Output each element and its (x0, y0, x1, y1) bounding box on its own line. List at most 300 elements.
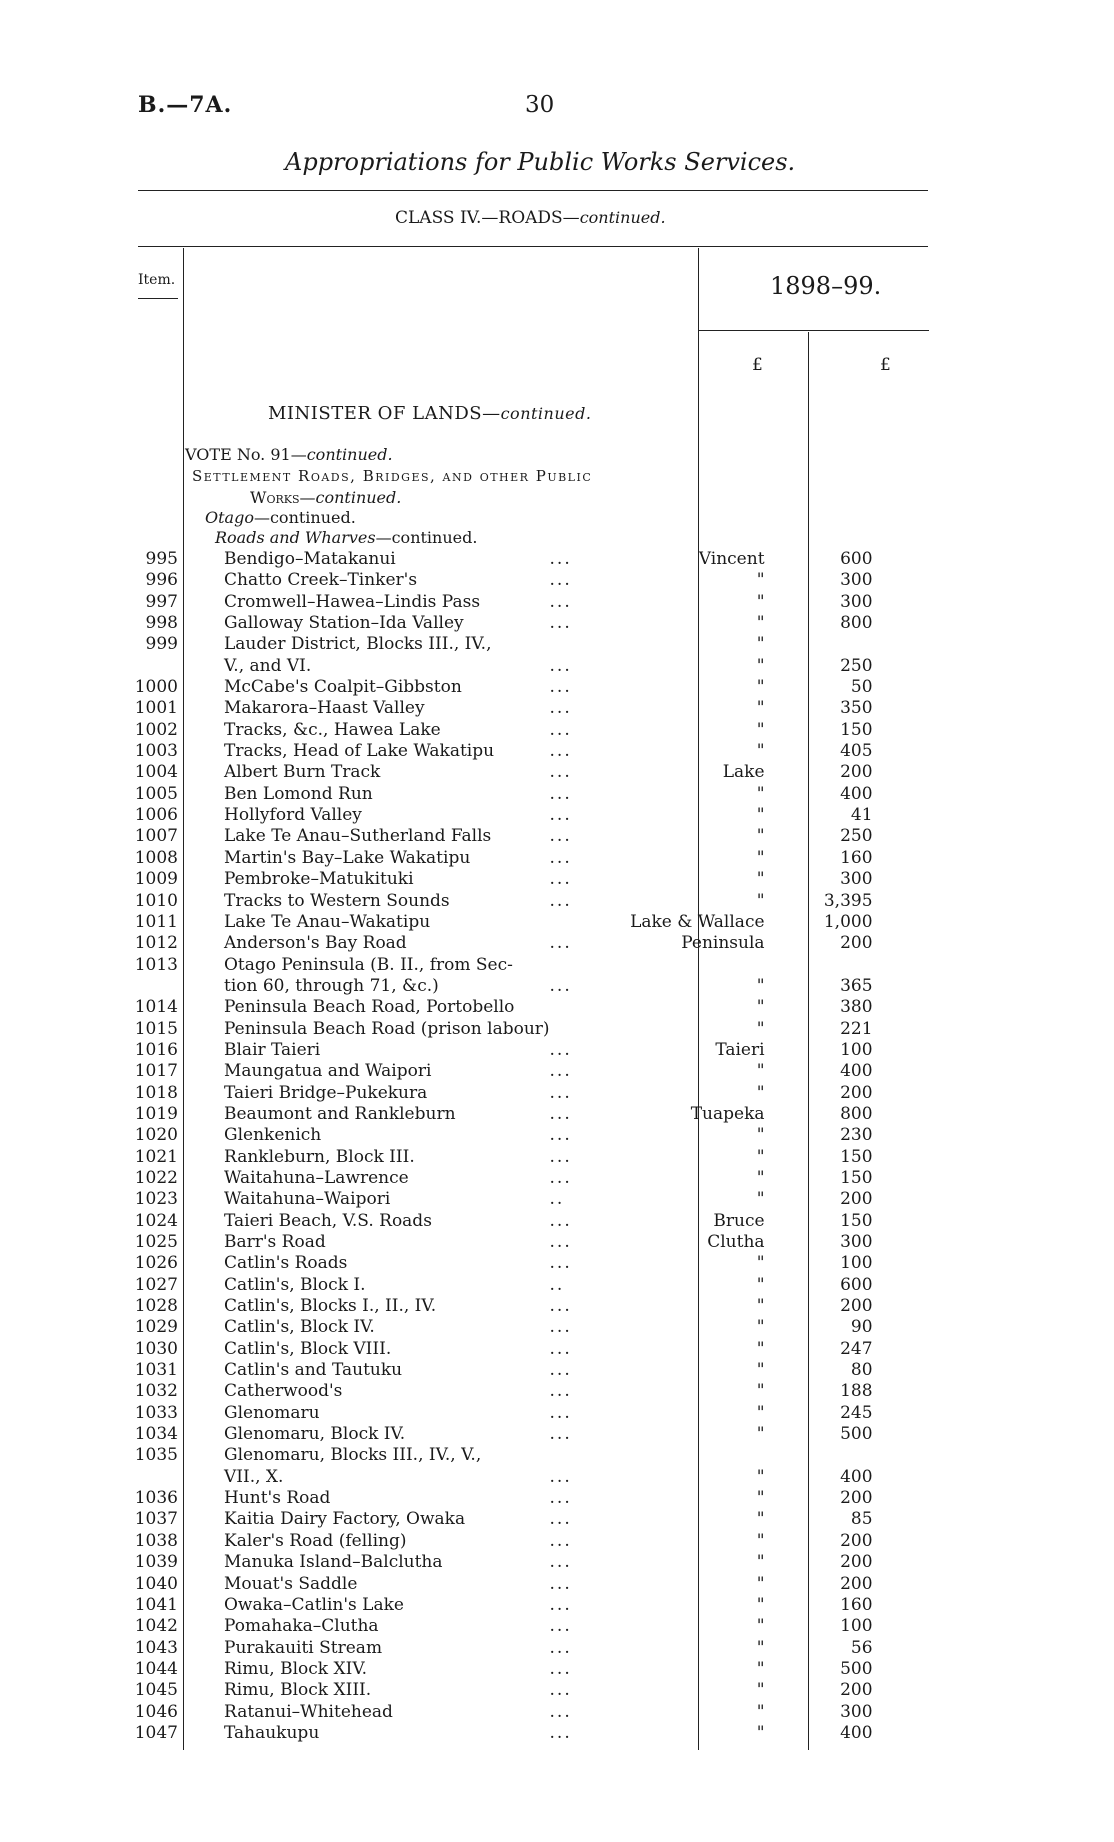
appropriations-table-body (0, 549, 873, 1744)
district-name: " (756, 1146, 765, 1167)
table-row (0, 1040, 873, 1061)
item-number: 1009 (134, 869, 178, 890)
settlement-heading-line1: Settlement Roads, Bridges, and other Public (192, 467, 593, 485)
item-description: Waitahuna–Waipori (224, 1189, 391, 1210)
item-description: Chatto Creek–Tinker's (224, 570, 418, 591)
district-name: " (756, 1594, 765, 1615)
item-number: 997 (145, 591, 178, 612)
item-number: 1014 (134, 997, 178, 1018)
item-description: V., and VI. (224, 655, 312, 676)
item-description: Ben Lomond Run (224, 783, 373, 804)
item-number: 1038 (134, 1530, 178, 1551)
amount-value: 365 (840, 975, 873, 996)
table-row (0, 1339, 873, 1360)
amount-value: 200 (840, 933, 873, 954)
leader-dots: ... (549, 1167, 572, 1188)
item-number: 1007 (134, 826, 178, 847)
table-row (0, 1083, 873, 1104)
table-row (0, 1317, 873, 1338)
table-row (0, 912, 873, 933)
leader-dots: ... (549, 698, 572, 719)
leader-dots: ... (549, 1616, 572, 1637)
item-number: 1029 (134, 1317, 178, 1338)
item-description: Catlin's, Block IV. (224, 1317, 375, 1338)
item-number: 1031 (134, 1360, 178, 1381)
district-name: " (756, 1167, 765, 1188)
district-name: Lake (722, 762, 765, 783)
table-row (0, 869, 873, 890)
year-header-rule (699, 330, 929, 331)
item-description: Catherwood's (224, 1381, 343, 1402)
item-description: Maungatua and Waipori (224, 1061, 432, 1082)
item-description: Owaka–Catlin's Lake (224, 1594, 404, 1615)
leader-dots: ... (549, 613, 572, 634)
district-name (615, 1445, 773, 1466)
leader-dots (550, 912, 615, 933)
district-name: Taieri (715, 1039, 765, 1060)
item-number: 996 (145, 570, 178, 591)
item-number: 1033 (134, 1402, 178, 1423)
district-name: Clutha (707, 1232, 765, 1252)
leader-dots: ... (549, 549, 572, 569)
leader-dots: ... (549, 655, 572, 676)
amount-value: 250 (840, 655, 873, 676)
pound-sign-col2: £ (880, 355, 891, 375)
item-description: Tahaukupu (224, 1722, 320, 1743)
item-number (0, 1467, 184, 1488)
table-row (0, 1552, 873, 1573)
leader-dots: ... (549, 1637, 572, 1658)
amount-value: 100 (840, 1616, 873, 1637)
district-name: " (756, 655, 765, 676)
item-description: Ratanui–Whitehead (224, 1701, 393, 1722)
title-rule (138, 190, 928, 191)
item-description: Kaler's Road (felling) (224, 1530, 407, 1551)
item-number: 1042 (134, 1616, 178, 1637)
amount-value: 150 (840, 1146, 873, 1167)
leader-dots: ... (549, 1424, 572, 1445)
leader-dots: ... (549, 783, 572, 804)
district-name: " (756, 1701, 765, 1722)
item-description: Catlin's, Block VIII. (224, 1338, 392, 1359)
amount-value (773, 955, 873, 976)
table-row (0, 1125, 873, 1146)
amount-value: 300 (840, 869, 873, 890)
district-name: " (756, 1616, 765, 1637)
amount-value: 1,000 (823, 911, 873, 932)
item-description: Rimu, Block XIV. (224, 1658, 368, 1679)
table-row (0, 976, 873, 997)
table-row (0, 1680, 873, 1701)
leader-dots: ... (549, 1061, 572, 1082)
pound-sign-col1: £ (752, 355, 763, 375)
leader-dots: ... (549, 1232, 572, 1252)
district-name (615, 955, 773, 976)
document-reference: B.—7A. (138, 92, 233, 118)
item-number: 1039 (134, 1552, 178, 1573)
item-number: 1011 (134, 911, 178, 932)
leader-dots: ... (549, 1039, 572, 1060)
district-name: " (756, 1530, 765, 1551)
amount-value: 200 (840, 1680, 873, 1701)
minister-heading (268, 403, 591, 424)
amount-value: 3,395 (823, 890, 873, 911)
appropriations-table (0, 549, 873, 1744)
district-name: " (756, 890, 765, 911)
leader-dots: ... (549, 1680, 572, 1701)
amount-value: 350 (840, 698, 873, 719)
item-description: Lauder District, Blocks III., IV., (224, 634, 492, 655)
district-name: Bruce (713, 1210, 765, 1231)
table-row (0, 549, 873, 570)
leader-dots: ... (549, 1658, 572, 1679)
item-number: 1018 (134, 1082, 178, 1103)
amount-value: 221 (840, 1018, 873, 1039)
district-name: " (756, 1402, 765, 1423)
item-number: 1006 (134, 805, 178, 826)
item-number (0, 976, 184, 997)
item-number: 1045 (134, 1680, 178, 1701)
district-name: " (756, 1722, 765, 1743)
table-row (0, 1168, 873, 1189)
amount-value: 200 (840, 1296, 873, 1317)
item-number: 1004 (134, 762, 178, 783)
subsection-name: Roads and Wharves (215, 528, 376, 547)
item-number: 1015 (134, 1018, 178, 1039)
table-row (0, 677, 873, 698)
leader-dots (550, 1019, 615, 1040)
amount-value (773, 634, 873, 655)
table-row (0, 1019, 873, 1040)
table-row (0, 1488, 873, 1509)
table-row (0, 1638, 873, 1659)
class-title-continued: continued. (579, 208, 666, 227)
table-row (0, 1211, 873, 1232)
amount-value: 247 (840, 1338, 873, 1359)
item-description: Glenomaru, Blocks III., IV., V., (224, 1445, 482, 1466)
leader-dots: ... (549, 741, 572, 762)
table-row (0, 1702, 873, 1723)
leader-dots: ... (549, 1338, 572, 1359)
item-number (0, 656, 184, 677)
amount-value: 250 (840, 826, 873, 847)
amount-value: 160 (840, 1594, 873, 1615)
leader-dots: ... (549, 805, 572, 826)
leader-dots: ... (549, 1402, 572, 1423)
leader-dots: ... (549, 762, 572, 783)
table-row (0, 741, 873, 762)
amount-value: 400 (840, 783, 873, 804)
district-name: " (756, 1424, 765, 1445)
leader-dots: ... (549, 1296, 572, 1317)
item-number: 1036 (134, 1488, 178, 1509)
leader-dots: ... (549, 933, 572, 954)
leader-dots: ... (549, 1103, 572, 1124)
table-row (0, 1061, 873, 1082)
table-row (0, 784, 873, 805)
leader-dots: .. (549, 1189, 565, 1210)
item-number: 1024 (134, 1210, 178, 1231)
region-name: Otago (205, 508, 254, 527)
table-row (0, 1509, 873, 1530)
table-row (0, 1104, 873, 1125)
item-description: VII., X. (224, 1466, 284, 1487)
table-row (0, 1381, 873, 1402)
item-description: Catlin's Roads (224, 1253, 348, 1274)
district-name: " (756, 1509, 765, 1530)
leader-dots: ... (549, 1488, 572, 1509)
amount-value: 100 (840, 1253, 873, 1274)
item-number: 1028 (134, 1296, 178, 1317)
amount-value: 100 (840, 1039, 873, 1060)
amount-value: 200 (840, 1552, 873, 1573)
district-name: " (756, 1552, 765, 1573)
leader-dots (550, 955, 615, 976)
item-number: 1002 (134, 719, 178, 740)
table-row (0, 698, 873, 719)
district-name: " (756, 1317, 765, 1338)
table-row (0, 1467, 873, 1488)
table-row (0, 592, 873, 613)
item-number: 1026 (134, 1253, 178, 1274)
item-number: 1017 (134, 1061, 178, 1082)
item-description: Pomahaka–Clutha (224, 1616, 379, 1637)
item-number: 1035 (134, 1445, 178, 1466)
amount-value: 150 (840, 1210, 873, 1231)
item-number: 1021 (134, 1146, 178, 1167)
amount-value: 400 (840, 1061, 873, 1082)
item-description: Mouat's Saddle (224, 1573, 358, 1594)
item-number: 1047 (134, 1722, 178, 1743)
item-description: Bendigo–Matakanui (224, 549, 396, 569)
district-name: " (756, 1573, 765, 1594)
amount-value: 188 (840, 1381, 873, 1402)
amount-value: 245 (840, 1402, 873, 1423)
leader-dots (550, 634, 615, 655)
item-column-header: Item. (138, 272, 176, 288)
item-description: Rankleburn, Block III. (224, 1146, 415, 1167)
table-row (0, 1531, 873, 1552)
amount-value: 300 (840, 1701, 873, 1722)
vote-number: VOTE No. 91— (185, 445, 307, 464)
district-name: " (756, 719, 765, 740)
district-name: " (756, 591, 765, 612)
item-number: 1032 (134, 1381, 178, 1402)
district-name: " (756, 1296, 765, 1317)
amount-value: 405 (840, 741, 873, 762)
page-title: Appropriations for Public Works Services. (285, 148, 796, 176)
leader-dots: ... (549, 847, 572, 868)
item-number: 1010 (134, 890, 178, 911)
item-description: Cromwell–Hawea–Lindis Pass (224, 591, 481, 612)
leader-dots: ... (549, 1082, 572, 1103)
item-description: Catlin's and Tautuku (224, 1360, 403, 1381)
item-number: 1003 (134, 741, 178, 762)
table-row (0, 997, 873, 1018)
leader-dots (550, 1445, 615, 1466)
item-description: Lake Te Anau–Wakatipu (224, 911, 431, 932)
leader-dots: ... (549, 975, 572, 996)
district-name: Tuapeka (690, 1103, 765, 1124)
table-row (0, 1403, 873, 1424)
district-name: " (756, 1125, 765, 1146)
amount-value (773, 1445, 873, 1466)
item-number: 1023 (134, 1189, 178, 1210)
table-row (0, 826, 873, 847)
item-description: McCabe's Coalpit–Gibbston (224, 677, 462, 698)
district-name: " (756, 1637, 765, 1658)
leader-dots: ... (549, 591, 572, 612)
leader-dots: ... (549, 1552, 572, 1573)
table-row (0, 1574, 873, 1595)
item-description: Beaumont and Rankleburn (224, 1103, 456, 1124)
district-name: " (756, 1658, 765, 1679)
works-continued: continued. (315, 488, 402, 507)
item-description: Makarora–Haast Valley (224, 698, 425, 719)
item-number: 995 (145, 549, 178, 569)
item-description: Glenomaru, Block IV. (224, 1424, 406, 1445)
district-name: " (756, 1466, 765, 1487)
leader-dots: ... (549, 1530, 572, 1551)
item-description: Tracks, &c., Hawea Lake (224, 719, 441, 740)
item-description: Galloway Station–Ida Valley (224, 613, 464, 634)
district-name: Vincent (698, 549, 765, 569)
item-number: 999 (145, 634, 178, 655)
amount-value: 600 (840, 1274, 873, 1295)
leader-dots: ... (549, 1146, 572, 1167)
district-name: " (756, 1253, 765, 1274)
district-name: " (756, 1360, 765, 1381)
table-row (0, 1147, 873, 1168)
amount-value: 200 (840, 1573, 873, 1594)
item-description: Kaitia Dairy Factory, Owaka (224, 1509, 466, 1530)
item-description: Albert Burn Track (224, 762, 381, 783)
table-row (0, 1360, 873, 1381)
table-row (0, 1424, 873, 1445)
item-number: 1043 (134, 1637, 178, 1658)
table-row (0, 848, 873, 869)
item-number: 1027 (134, 1274, 178, 1295)
district-name: " (756, 1018, 765, 1039)
leader-dots: ... (549, 1701, 572, 1722)
item-description: Taieri Beach, V.S. Roads (224, 1210, 432, 1231)
leader-dots: ... (549, 826, 572, 847)
item-number: 1040 (134, 1573, 178, 1594)
amount-value: 300 (840, 1232, 873, 1252)
district-name: " (756, 570, 765, 591)
table-row (0, 1275, 873, 1296)
district-name: " (756, 613, 765, 634)
amount-value: 200 (840, 1488, 873, 1509)
amount-value: 800 (840, 613, 873, 634)
leader-dots: ... (549, 1210, 572, 1231)
minister-title: MINISTER OF LANDS— (268, 403, 501, 424)
item-number: 1019 (134, 1103, 178, 1124)
leader-dots: ... (549, 1466, 572, 1487)
minister-continued: continued. (500, 404, 592, 423)
leader-dots: ... (549, 1125, 572, 1146)
item-description: Blair Taieri (224, 1039, 321, 1060)
leader-dots: ... (549, 1381, 572, 1402)
item-description: Tracks to Western Sounds (224, 890, 450, 911)
amount-value: 85 (850, 1509, 873, 1530)
district-name: " (756, 975, 765, 996)
item-number: 1012 (134, 933, 178, 954)
table-row (0, 933, 873, 954)
district-name: " (756, 1274, 765, 1295)
district-name: " (756, 634, 765, 655)
works-label: Works— (250, 488, 316, 507)
table-top-rule (138, 246, 928, 247)
amount-value: 160 (840, 847, 873, 868)
leader-dots: ... (549, 677, 572, 698)
leader-dots: ... (549, 1594, 572, 1615)
item-description: Hunt's Road (224, 1488, 331, 1509)
item-description: Waitahuna–Lawrence (224, 1167, 409, 1188)
item-number: 1001 (134, 698, 178, 719)
district-name: " (756, 677, 765, 698)
district-name: " (756, 826, 765, 847)
amount-value: 200 (840, 1082, 873, 1103)
table-row (0, 570, 873, 591)
item-number: 1044 (134, 1658, 178, 1679)
item-number: 1020 (134, 1125, 178, 1146)
table-row (0, 1616, 873, 1637)
item-number: 1037 (134, 1509, 178, 1530)
leader-dots: ... (549, 1253, 572, 1274)
item-description: Lake Te Anau–Sutherland Falls (224, 826, 492, 847)
item-description: Barr's Road (224, 1232, 326, 1252)
amount-value: 600 (840, 549, 873, 569)
region-continued: —continued. (253, 508, 356, 527)
leader-dots: ... (549, 719, 572, 740)
leader-dots: ... (549, 1317, 572, 1338)
item-number: 1022 (134, 1167, 178, 1188)
district-name: " (756, 741, 765, 762)
table-row (0, 656, 873, 677)
item-description: Tracks, Head of Lake Wakatipu (224, 741, 495, 762)
table-row (0, 762, 873, 783)
table-row (0, 891, 873, 912)
item-header-rule (138, 298, 178, 299)
district-name: Lake & Wallace (630, 911, 765, 932)
item-description: Pembroke–Matukituki (224, 869, 414, 890)
leader-dots: ... (549, 570, 572, 591)
item-description: Glenomaru (224, 1402, 320, 1423)
amount-value: 90 (850, 1317, 873, 1338)
item-number: 1025 (134, 1232, 178, 1252)
table-row (0, 1595, 873, 1616)
item-description: Anderson's Bay Road (224, 933, 407, 954)
leader-dots: ... (549, 1573, 572, 1594)
leader-dots: ... (549, 1360, 572, 1381)
region-heading (205, 508, 356, 527)
vote-heading (185, 445, 393, 464)
amount-value: 56 (850, 1637, 873, 1658)
year-column-header: 1898–99. (770, 272, 882, 300)
district-name: " (756, 1189, 765, 1210)
amount-value: 200 (840, 1530, 873, 1551)
item-number: 1034 (134, 1424, 178, 1445)
settlement-heading-line2 (250, 488, 401, 507)
leader-dots: ... (549, 1509, 572, 1530)
district-name: " (756, 997, 765, 1018)
table-row (0, 1445, 873, 1466)
item-description: Peninsula Beach Road (prison labour) (224, 1018, 550, 1039)
item-number: 1000 (134, 677, 178, 698)
table-row (0, 634, 873, 655)
district-name: " (756, 805, 765, 826)
